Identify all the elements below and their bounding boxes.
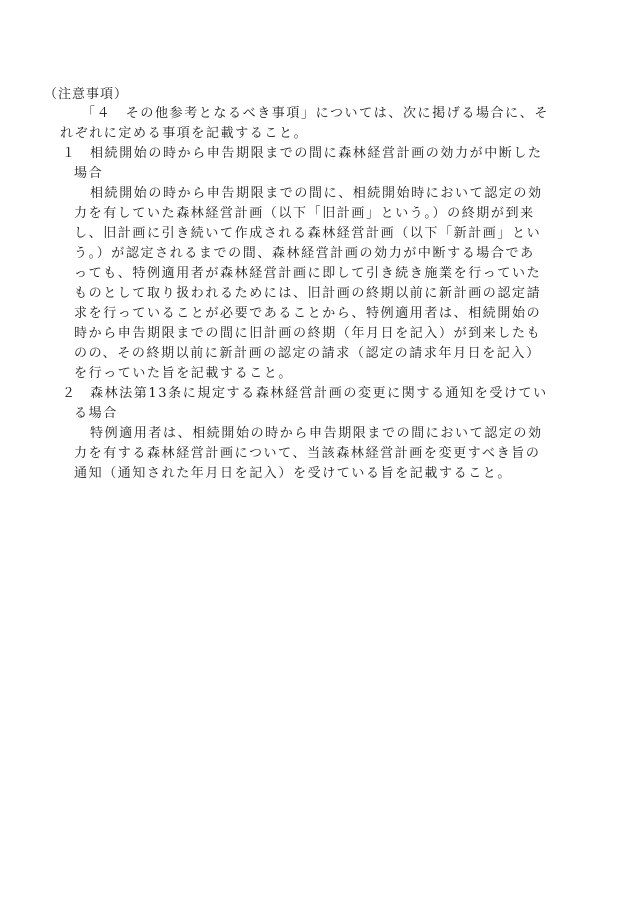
- item-2-body-line-1: 特例適用者は、相続開始の時から申告期限までの間において認定の効: [90, 426, 543, 441]
- item-1-body-line-4: う。）が認定されるまでの間、森林経営計画の効力が中断する場合であ: [74, 246, 535, 261]
- item-1-body-line-5: っても、特例適用者が森林経営計画に即して引き続き施業を行っていた: [74, 266, 542, 281]
- item-1-number: １: [62, 146, 76, 161]
- item-1-title-line-2: 場合: [74, 166, 104, 181]
- notes-intro-line-1: 「４ その他参考となるべき事項」については、次に掲げる場合に、そ: [82, 106, 549, 121]
- item-2-body-line-2: 力を有する森林経営計画について、当該森林経営計画を変更すべき旨の: [74, 446, 541, 461]
- item-1-body-line-2: 力を有していた森林経営計画（以下「旧計画」という。）の終期が到来: [74, 206, 535, 221]
- item-2-number: ２: [62, 386, 76, 401]
- item-1-body-line-3: し、旧計画に引き続いて作成される森林経営計画（以下「新計画」とい: [74, 226, 542, 241]
- item-1-body-line-7: 求を行っていることが必要であることから、特例適用者は、相続開始の: [74, 306, 542, 321]
- item-1-body-line-1: 相続開始の時から申告期限までの間に、相続開始時において認定の効: [90, 186, 543, 201]
- item-1-body-line-8: 時から申告期限までの間に旧計画の終期（年月日を記入）が到来したも: [74, 326, 542, 341]
- item-2-title-line-1: 森林法第13条に規定する森林経営計画の変更に関する通知を受けてい: [90, 386, 548, 401]
- item-2-title-line-2: る場合: [74, 406, 118, 421]
- notes-heading: （注意事項）: [44, 87, 129, 102]
- item-1-body-line-10: を行っていた旨を記載すること。: [74, 366, 294, 381]
- item-1-body-line-6: ものとして取り扱われるためには、旧計画の終期以前に新計画の認定請: [74, 286, 542, 301]
- item-1-title-line-1: 相続開始の時から申告期限までの間に森林経営計画の効力が中断した: [90, 146, 543, 161]
- item-1-body-line-9: のの、その終期以前に新計画の認定の請求（認定の請求年月日を記入）: [74, 346, 541, 361]
- notes-intro-line-2: れぞれに定める事項を記載すること。: [60, 126, 309, 141]
- item-2-body-line-3: 通知（通知された年月日を記入）を受けている旨を記載すること。: [74, 466, 513, 481]
